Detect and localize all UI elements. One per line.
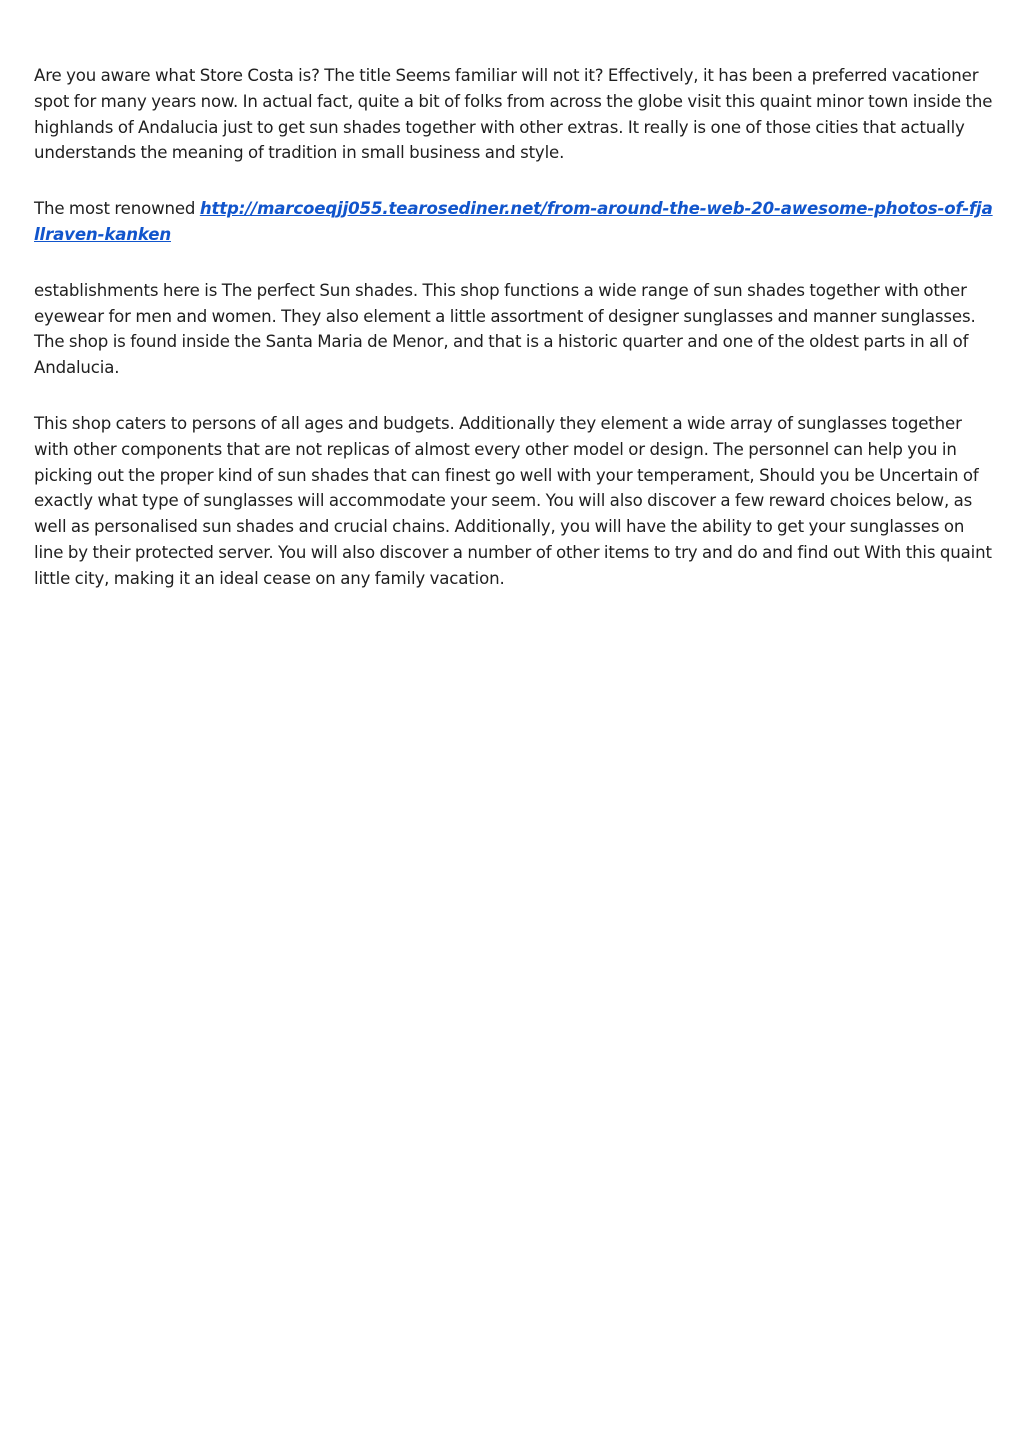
paragraph-intro: Are you aware what Store Costa is? The title Seems familiar will not it? Effectively, it has been a preferred vacationer spot for many years now. In actual fact, quite a bit of folks from across the globe visit this quaint minor town inside the highlands of Andalucia just to get sun shades together with other extras. It really is one of those cities that actually understands the meaning of tradition in small business and style. <box>34 66 993 163</box>
article-link[interactable]: http://marcoeqjj055.tearosediner.net/from-around-the-web-20-awesome-photos-of-fjallraven-kanken <box>34 199 993 244</box>
paragraph-shop-details: This shop caters to persons of all ages and budgets. Additionally they element a wide array of sunglasses together with other components that are not replicas of almost every other model or design. The personnel can help you in picking out the proper kind of sun shades that can finest go well with your temperament, Should you be Uncertain of exactly what type of sunglasses will accommodate your seem. You will also discover a few reward choices below, as well as personalised sun shades and crucial chains. Additionally, you will have the ability to get your sunglasses on line by their protected server. You will also discover a number of other items to try and do and find out With this quaint little city, making it an ideal cease on any family vacation. <box>34 413 992 588</box>
document-page <box>34 63 994 592</box>
paragraph-establishments: establishments here is The perfect Sun shades. This shop functions a wide range of sun shades together with other eyewear for men and women. They also element a little assortment of designer sunglasses and manner sunglasses. The shop is found inside the Santa Maria de Menor, and that is a historic quarter and one of the oldest parts in all of Andalucia. <box>34 280 976 378</box>
paragraph-link <box>34 196 994 248</box>
link-intro-text: The most renowned <box>34 199 200 219</box>
